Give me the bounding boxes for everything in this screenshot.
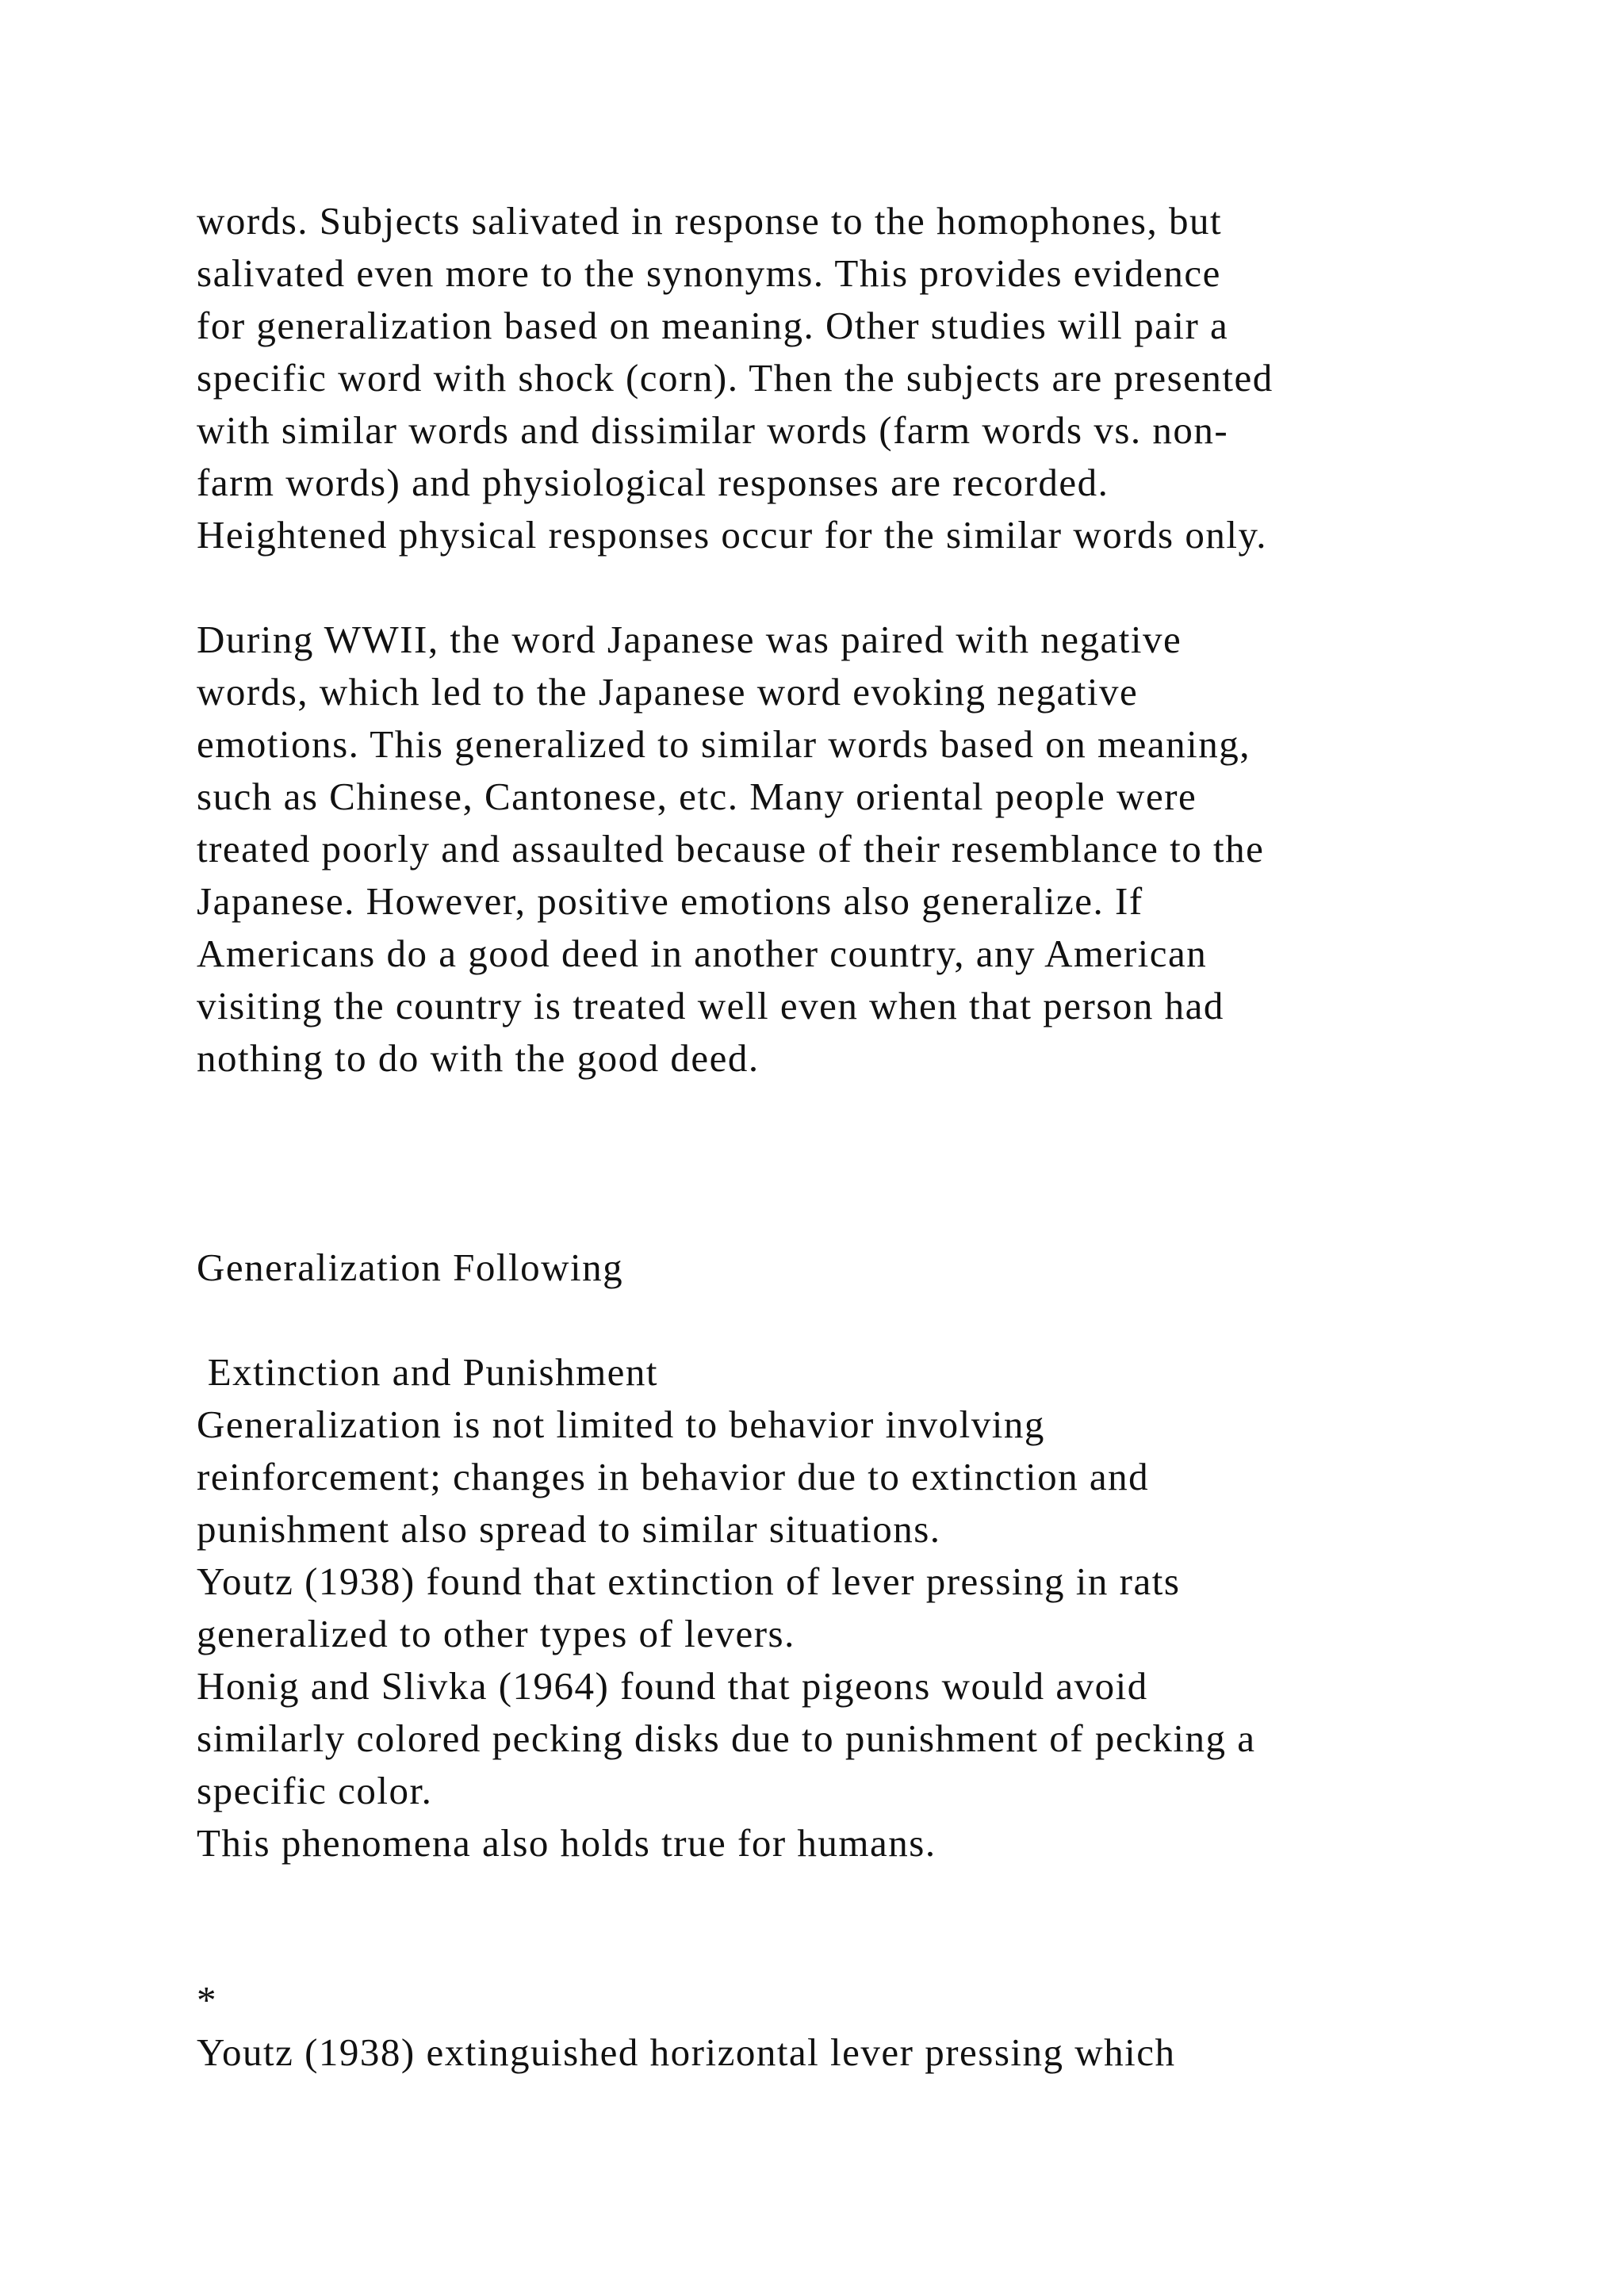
spacer [197, 1922, 1545, 1974]
text-line: specific word with shock (corn). Then the subjects are presented [197, 356, 1274, 400]
text-line: reinforcement; changes in behavior due to extinction and [197, 1455, 1150, 1498]
text-line: visiting the country is treated well even when that person had [197, 984, 1224, 1027]
text-line: similarly colored pecking disks due to punishment of pecking a [197, 1716, 1256, 1760]
spacer [197, 1869, 1545, 1922]
section-heading-line-1: Generalization Following [197, 1246, 624, 1289]
text-line: nothing to do with the good deed. [197, 1036, 760, 1080]
text-line: words. Subjects salivated in response to the homophones, but [197, 199, 1223, 243]
text-line: words, which led to the Japanese word evoking negative [197, 670, 1139, 714]
text-line: Japanese. However, positive emotions also generalize. If [197, 879, 1143, 923]
spacer [197, 561, 1545, 614]
text-line: generalized to other types of levers. [197, 1612, 795, 1655]
paragraph-homophones-synonyms [197, 195, 1545, 561]
text-line: Honig and Slivka (1964) found that pigeons would avoid [197, 1664, 1148, 1708]
text-line: farm words) and physiological responses are recorded. [197, 461, 1109, 504]
text-line: treated poorly and assaulted because of their resemblance to the [197, 827, 1265, 871]
text-line: specific color. [197, 1769, 433, 1812]
paragraph-wwii [197, 614, 1545, 1085]
spacer [197, 1137, 1545, 1189]
text-line: emotions. This generalized to similar words based on meaning, [197, 722, 1251, 766]
text-line: salivated even more to the synonyms. This provides evidence [197, 251, 1221, 295]
spacer [197, 1294, 1545, 1346]
text-line: Youtz (1938) found that extinction of lever pressing in rats [197, 1559, 1181, 1603]
text-line: such as Chinese, Cantonese, etc. Many oriental people were [197, 775, 1197, 818]
spacer [197, 1085, 1545, 1137]
spacer [197, 1189, 1545, 1242]
document-body [197, 195, 1545, 2079]
text-line: Generalization is not limited to behavior involving [197, 1402, 1045, 1446]
text-line: with similar words and dissimilar words (farm words vs. non- [197, 408, 1229, 452]
text-line: During WWII, the word Japanese was paired with negative [197, 618, 1182, 661]
text-line: for generalization based on meaning. Other studies will pair a [197, 304, 1229, 347]
text-line: This phenomena also holds true for humans. [197, 1821, 936, 1865]
text-line: Youtz (1938) extinguished horizontal lever pressing which [197, 2030, 1176, 2074]
text-line: punishment also spread to similar situations. [197, 1507, 941, 1551]
text-line: Heightened physical responses occur for the similar words only. [197, 513, 1268, 557]
text-line: Americans do a good deed in another country, any American [197, 932, 1208, 975]
section-heading-line-2: Extinction and Punishment [197, 1350, 659, 1394]
paragraph-extinction-punishment [197, 1399, 1545, 1869]
asterisk-marker: * [197, 1978, 217, 2022]
